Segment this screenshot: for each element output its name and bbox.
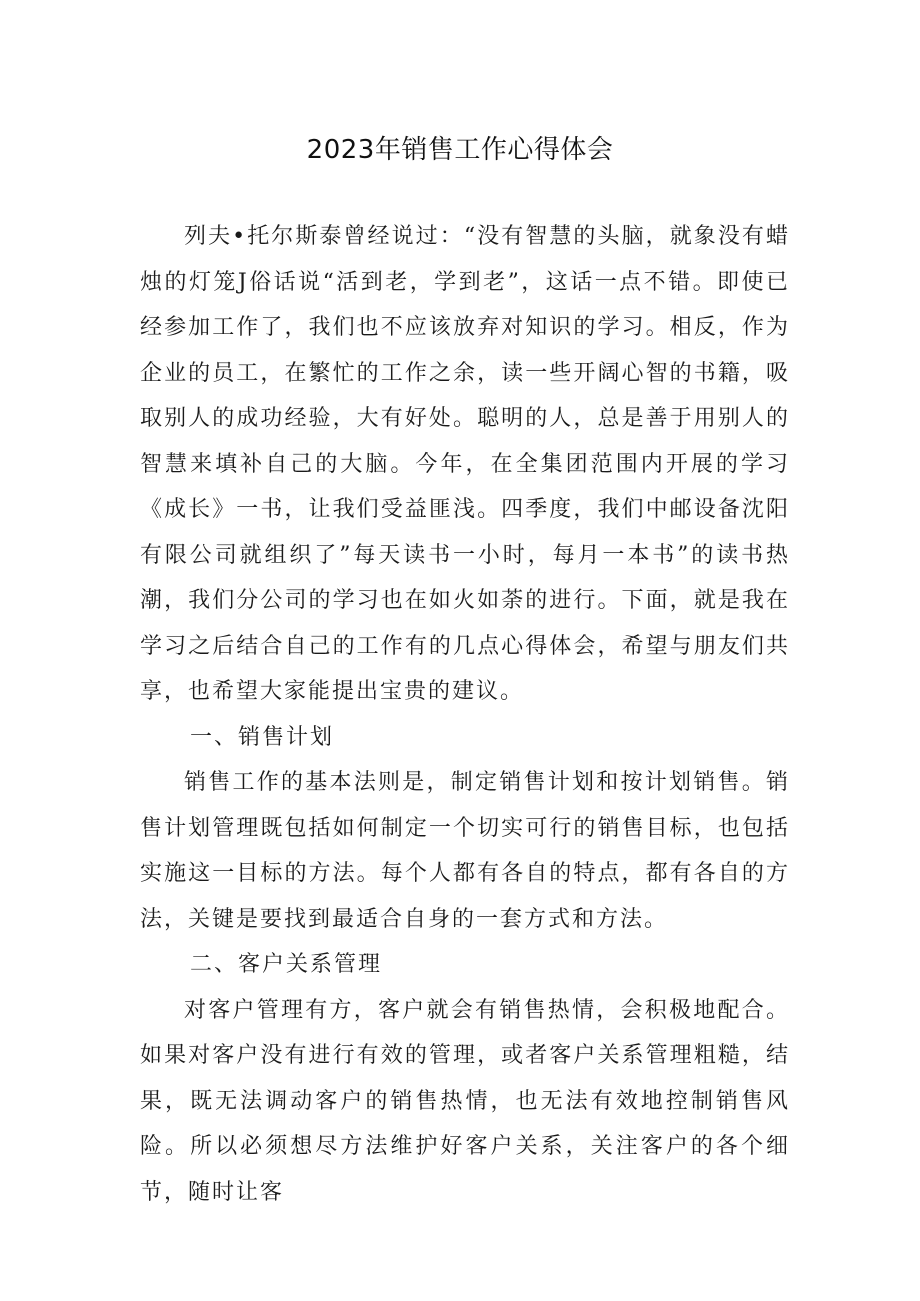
section-heading-sales-plan: 一、销售计划 <box>190 724 335 750</box>
document-body <box>140 214 790 1215</box>
document-title: 2023年销售工作心得体会 <box>306 135 614 165</box>
customer-relations-paragraph: 对客户管理有方，客户就会有销售热情，会积极地配合。如果对客户没有进行有效的管理，或者客户关系管理粗糙，结果，既无法调动客户的销售热情，也无法有效地控制销售风险。所以必须想尽方法维护好客户关系，关注客户的各个细节，随时让客 <box>140 997 790 1205</box>
section-heading-customer-relations: 二、客户关系管理 <box>190 952 383 977</box>
sales-plan-paragraph: 销售工作的基本法则是，制定销售计划和按计划销售。销售计划管理既包括如何制定一个切实可行的销售目标，也包括实施这一目标的方法。每个人都有各自的特点，都有各自的方法，关键是要找到最适合自身的一套方式和方法。 <box>140 770 790 932</box>
intro-paragraph: 列夫•托尔斯泰曾经说过：“没有智慧的头脑，就象没有蜡烛的灯笼J俗话说“活到老，学到老”，这话一点不错。即使已经参加工作了，我们也不应该放弃对知识的学习。相反，作为企业的员工，在繁忙的工作之余，读一些开阔心智的书籍，吸取别人的成功经验，大有好处。聪明的人，总是善于用别人的智慧来填补自己的大脑。今年，在全集团范围内开展的学习《成长》一书，让我们受益匪浅。四季度，我们中邮设备沈阳有限公司就组织了”每天读书一小时，每月一本书”的读书热潮，我们分公司的学习也在如火如荼的进行。下面，就是我在学习之后结合自己的工作有的几点心得体会，希望与朋友们共享，也希望大家能提出宝贵的建议。 <box>140 224 790 704</box>
